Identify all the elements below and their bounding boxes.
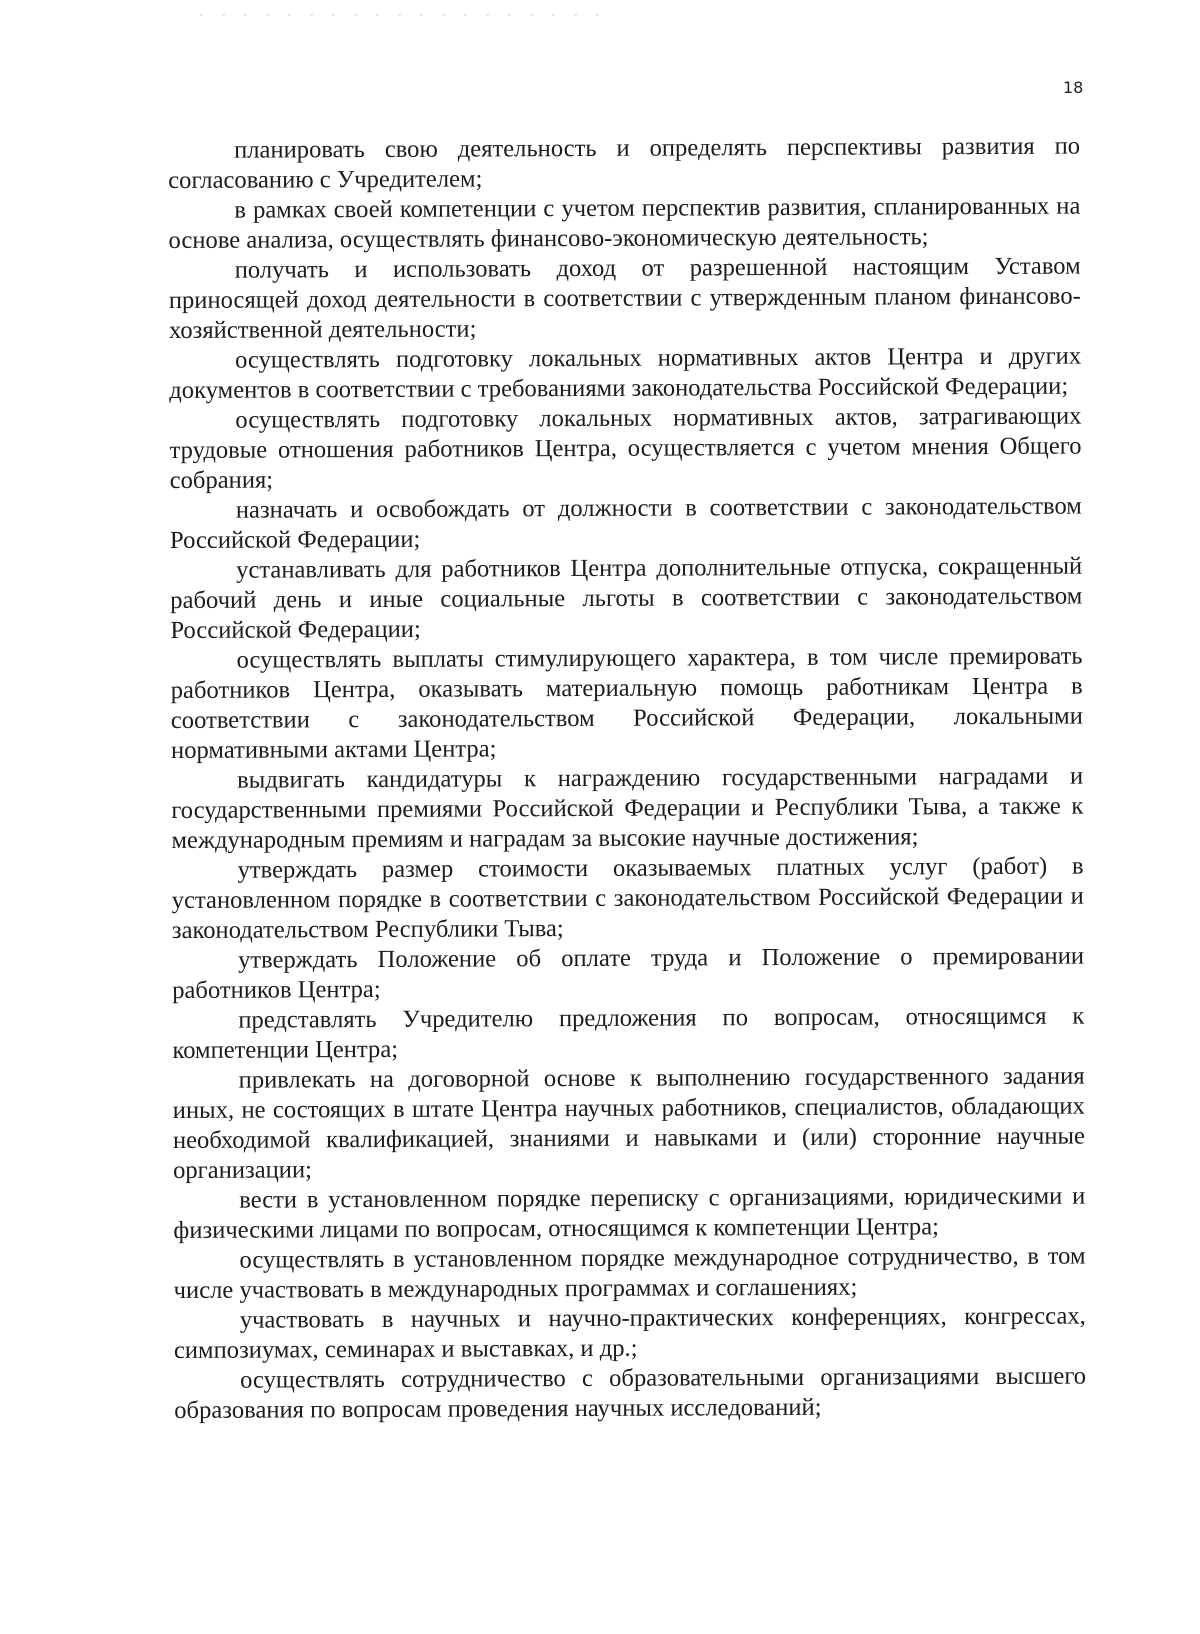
paragraph: осуществлять подготовку локальных нормативных актов, затрагивающих трудовые отношения работников Центра, осуществляется с учетом мнения Общего собрания; (169, 402, 1082, 494)
paragraph: участвовать в научных и научно-практических конференциях, конгрессах, симпозиумах, семинарах и выставках, и др.; (173, 1302, 1086, 1364)
paragraph: вести в установленном порядке переписку с организациями, юридическими и физическими лицами по вопросам, относящимся к компетенции Центра; (173, 1182, 1086, 1244)
scan-artifact (200, 14, 600, 16)
paragraph: выдвигать кандидатуры к награждению государственными наградами и государственными премиями Российской Федерации и Республики Тыва, а также к международным премиям и наградам за высокие научные достижения; (171, 762, 1084, 854)
paragraph: осуществлять сотрудничество с образовательными организациями высшего образования по вопросам проведения научных исследований; (174, 1362, 1087, 1424)
paragraph: получать и использовать доход от разрешенной настоящим Уставом приносящей доход деятельности в соответствии с утвержденным планом финансово-хозяйственной деятельности; (168, 252, 1081, 344)
paragraph: в рамках своей компетенции с учетом перспектив развития, спланированных на основе анализа, осуществлять финансово-экономическую деятельность; (168, 192, 1081, 254)
paragraph: утверждать размер стоимости оказываемых платных услуг (работ) в установленном порядке в соответствии с законодательством Российской Федерации и законодательством Республики Тыва; (171, 852, 1084, 944)
paragraph: назначать и освобождать от должности в соответствии с законодательством Российской Федерации; (169, 492, 1082, 554)
paragraph: планировать свою деятельность и определять перспективы развития по согласованию с Учредителем; (168, 132, 1081, 194)
paragraph: осуществлять в установленном порядке международное сотрудничество, в том числе участвовать в международных программах и соглашениях; (173, 1242, 1086, 1304)
paragraph: привлекать на договорной основе к выполнению государственного задания иных, не состоящих в штате Центра научных работников, специалистов, обладающих необходимой квалификацией, знаниями и навыками и (или) сторонние научные организации; (172, 1062, 1085, 1184)
paragraph: представлять Учредителю предложения по вопросам, относящимся к компетенции Центра; (172, 1002, 1085, 1064)
paragraph: устанавливать для работников Центра дополнительные отпуска, сокращенный рабочий день и иные социальные льготы в соответствии с законодательством Российской Федерации; (170, 552, 1083, 644)
page-number: 18 (1063, 78, 1084, 97)
document-body (168, 132, 1086, 1426)
paragraph: утверждать Положение об оплате труда и Положение о премировании работников Центра; (172, 942, 1085, 1004)
paragraph: осуществлять подготовку локальных нормативных актов Центра и других документов в соответствии с требованиями законодательства Российской Федерации; (169, 342, 1082, 404)
paragraph: осуществлять выплаты стимулирующего характера, в том числе премировать работников Центра, оказывать материальную помощь работникам Центра в соответствии с законодательством Российской Федерации, локальными нормативными актами Центра; (170, 642, 1083, 764)
